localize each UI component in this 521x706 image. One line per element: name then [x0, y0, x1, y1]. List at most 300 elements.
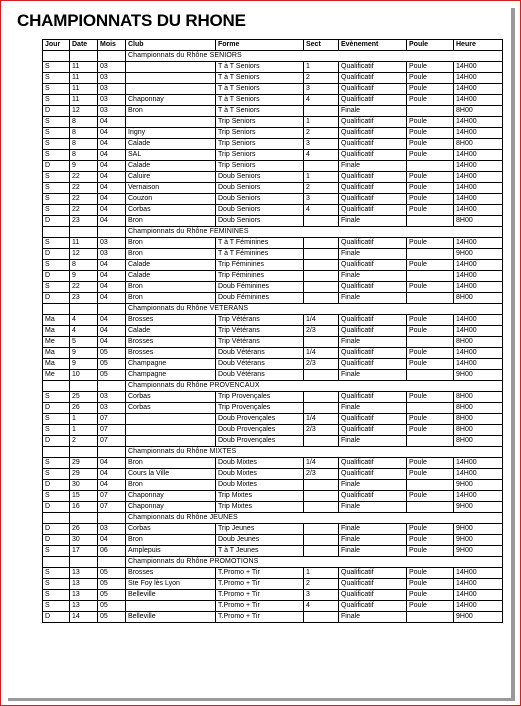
cell-poule: [407, 161, 454, 172]
cell-club: [126, 601, 216, 612]
cell-date: 29: [70, 458, 98, 469]
table-row: [43, 568, 503, 579]
cell-poule: [407, 337, 454, 348]
cell-forme: T à T Féminines: [216, 238, 304, 249]
cell-sect: [304, 216, 339, 227]
cell-poule: [407, 293, 454, 304]
cell-sect: [304, 282, 339, 293]
cell-sect: [304, 370, 339, 381]
table-row: [43, 128, 503, 139]
cell-mois: 05: [98, 612, 126, 623]
cell-forme: T à T Seniors: [216, 84, 304, 95]
table-row: [43, 370, 503, 381]
cell-mois: 07: [98, 502, 126, 513]
section-header-row: [43, 304, 503, 315]
cell-forme: Trip Provençales: [216, 403, 304, 414]
header-evenement: Evènement: [339, 40, 407, 51]
cell-evenement: Finale: [339, 612, 407, 623]
cell-jour: S: [43, 128, 70, 139]
cell-date: 2: [70, 436, 98, 447]
cell-club: Bron: [126, 535, 216, 546]
cell-heure: 14H00: [454, 271, 503, 282]
table-row: [43, 590, 503, 601]
cell-date: 9: [70, 348, 98, 359]
section-spacer-cell: [70, 227, 98, 238]
cell-sect: 2/3: [304, 326, 339, 337]
cell-date: 13: [70, 601, 98, 612]
table-row: [43, 326, 503, 337]
cell-mois: 03: [98, 106, 126, 117]
table-row: [43, 282, 503, 293]
cell-evenement: Qualificatif: [339, 491, 407, 502]
cell-sect: 3: [304, 590, 339, 601]
cell-date: 9: [70, 359, 98, 370]
cell-heure: 8H00: [454, 436, 503, 447]
cell-poule: Poule: [407, 260, 454, 271]
cell-date: 25: [70, 392, 98, 403]
cell-date: 22: [70, 282, 98, 293]
cell-poule: Poule: [407, 238, 454, 249]
cell-mois: 07: [98, 491, 126, 502]
cell-evenement: Finale: [339, 216, 407, 227]
cell-sect: [304, 260, 339, 271]
cell-club: Ste Foy lès Lyon: [126, 579, 216, 590]
table-row: [43, 612, 503, 623]
cell-mois: 05: [98, 601, 126, 612]
cell-sect: 2: [304, 73, 339, 84]
cell-sect: 1/4: [304, 414, 339, 425]
cell-mois: 04: [98, 117, 126, 128]
cell-heure: 14H00: [454, 150, 503, 161]
cell-sect: [304, 238, 339, 249]
cell-mois: 04: [98, 260, 126, 271]
cell-sect: 4: [304, 95, 339, 106]
cell-date: 30: [70, 535, 98, 546]
cell-heure: 14H00: [454, 183, 503, 194]
cell-mois: 05: [98, 348, 126, 359]
cell-heure: 14H00: [454, 172, 503, 183]
cell-sect: [304, 249, 339, 260]
cell-date: 11: [70, 73, 98, 84]
cell-club: [126, 117, 216, 128]
cell-sect: 1: [304, 62, 339, 73]
section-spacer-cell: [43, 381, 70, 392]
cell-date: 5: [70, 337, 98, 348]
table-row: [43, 392, 503, 403]
page-shadow-bottom: [8, 698, 515, 701]
cell-evenement: Qualificatif: [339, 326, 407, 337]
section-title: Championnats du Rhône FEMININES: [126, 227, 503, 238]
page-shadow-right: [511, 8, 515, 700]
cell-evenement: Qualificatif: [339, 348, 407, 359]
cell-heure: 9H00: [454, 370, 503, 381]
cell-forme: Doub Seniors: [216, 216, 304, 227]
cell-mois: 05: [98, 590, 126, 601]
cell-forme: Doub Vétérans: [216, 359, 304, 370]
table-row: [43, 238, 503, 249]
cell-jour: Ma: [43, 326, 70, 337]
cell-jour: S: [43, 117, 70, 128]
cell-jour: D: [43, 161, 70, 172]
cell-club: Irigny: [126, 128, 216, 139]
cell-club: Champagne: [126, 370, 216, 381]
cell-forme: Doub Provençales: [216, 425, 304, 436]
table-row: [43, 359, 503, 370]
cell-poule: [407, 612, 454, 623]
table-row: [43, 249, 503, 260]
cell-mois: 06: [98, 546, 126, 557]
cell-mois: 03: [98, 238, 126, 249]
table-row: [43, 194, 503, 205]
cell-forme: Doub Féminines: [216, 293, 304, 304]
cell-heure: 14H00: [454, 491, 503, 502]
cell-jour: D: [43, 403, 70, 414]
cell-forme: Trip Seniors: [216, 117, 304, 128]
cell-mois: 04: [98, 458, 126, 469]
section-spacer-cell: [43, 51, 70, 62]
cell-jour: D: [43, 293, 70, 304]
cell-date: 8: [70, 117, 98, 128]
cell-poule: Poule: [407, 183, 454, 194]
cell-sect: 2/3: [304, 359, 339, 370]
cell-jour: S: [43, 73, 70, 84]
cell-jour: D: [43, 436, 70, 447]
cell-heure: 14H00: [454, 590, 503, 601]
table-row: [43, 524, 503, 535]
table-row: [43, 293, 503, 304]
cell-heure: 8H00: [454, 337, 503, 348]
cell-club: Corbas: [126, 205, 216, 216]
cell-forme: Trip Vétérans: [216, 326, 304, 337]
table-row: [43, 579, 503, 590]
cell-mois: 04: [98, 128, 126, 139]
cell-heure: 9H00: [454, 535, 503, 546]
cell-heure: 14H00: [454, 315, 503, 326]
cell-heure: 9H00: [454, 612, 503, 623]
cell-heure: 14H00: [454, 62, 503, 73]
cell-club: Cours la Ville: [126, 469, 216, 480]
cell-heure: 14H00: [454, 326, 503, 337]
cell-poule: [407, 271, 454, 282]
cell-mois: 07: [98, 425, 126, 436]
cell-club: Calade: [126, 139, 216, 150]
cell-date: 22: [70, 194, 98, 205]
header-jour: Jour: [43, 40, 70, 51]
cell-sect: [304, 491, 339, 502]
cell-mois: 04: [98, 480, 126, 491]
cell-mois: 04: [98, 293, 126, 304]
cell-club: Corbas: [126, 524, 216, 535]
cell-mois: 03: [98, 392, 126, 403]
cell-date: 13: [70, 579, 98, 590]
cell-club: Calade: [126, 326, 216, 337]
cell-forme: Trip Provençales: [216, 392, 304, 403]
cell-sect: 1/4: [304, 315, 339, 326]
cell-poule: Poule: [407, 128, 454, 139]
cell-forme: Trip Vétérans: [216, 337, 304, 348]
cell-heure: 14H00: [454, 348, 503, 359]
section-spacer-cell: [70, 304, 98, 315]
cell-heure: 14H00: [454, 95, 503, 106]
cell-jour: D: [43, 271, 70, 282]
cell-evenement: Qualificatif: [339, 117, 407, 128]
cell-jour: Me: [43, 370, 70, 381]
table-row: [43, 260, 503, 271]
cell-date: 12: [70, 106, 98, 117]
cell-evenement: Finale: [339, 370, 407, 381]
cell-heure: 8H00: [454, 392, 503, 403]
cell-sect: 4: [304, 150, 339, 161]
cell-heure: 9H00: [454, 524, 503, 535]
cell-date: 15: [70, 491, 98, 502]
cell-club: Chaponnay: [126, 95, 216, 106]
header-heure: Heure: [454, 40, 503, 51]
table-row: [43, 95, 503, 106]
cell-club: Corbas: [126, 392, 216, 403]
cell-forme: T à T Seniors: [216, 95, 304, 106]
cell-jour: S: [43, 546, 70, 557]
cell-mois: 04: [98, 216, 126, 227]
cell-evenement: Finale: [339, 535, 407, 546]
cell-mois: 04: [98, 194, 126, 205]
cell-evenement: Qualificatif: [339, 315, 407, 326]
cell-date: 22: [70, 172, 98, 183]
section-spacer-cell: [98, 447, 126, 458]
cell-poule: Poule: [407, 601, 454, 612]
table-row: [43, 139, 503, 150]
cell-evenement: Finale: [339, 271, 407, 282]
cell-forme: Doub Mixtes: [216, 469, 304, 480]
cell-poule: [407, 436, 454, 447]
section-header-row: [43, 557, 503, 568]
cell-heure: 14H00: [454, 73, 503, 84]
cell-mois: 07: [98, 436, 126, 447]
cell-poule: Poule: [407, 458, 454, 469]
header-date: Date: [70, 40, 98, 51]
table-row: [43, 601, 503, 612]
cell-poule: Poule: [407, 205, 454, 216]
cell-club: Corbas: [126, 403, 216, 414]
cell-heure: 14H00: [454, 359, 503, 370]
cell-poule: Poule: [407, 590, 454, 601]
cell-date: 17: [70, 546, 98, 557]
cell-forme: Doub Seniors: [216, 205, 304, 216]
cell-poule: [407, 216, 454, 227]
cell-jour: S: [43, 205, 70, 216]
cell-club: Couzon: [126, 194, 216, 205]
cell-evenement: Qualificatif: [339, 183, 407, 194]
cell-poule: Poule: [407, 392, 454, 403]
cell-heure: 9H00: [454, 480, 503, 491]
cell-date: 26: [70, 403, 98, 414]
cell-poule: [407, 370, 454, 381]
section-spacer-cell: [70, 513, 98, 524]
table-row: [43, 425, 503, 436]
cell-date: 11: [70, 84, 98, 95]
section-header-row: [43, 227, 503, 238]
table-row: [43, 535, 503, 546]
cell-date: 23: [70, 293, 98, 304]
cell-heure: 9H00: [454, 546, 503, 557]
cell-sect: [304, 502, 339, 513]
cell-evenement: Finale: [339, 293, 407, 304]
cell-club: Bron: [126, 282, 216, 293]
cell-date: 4: [70, 315, 98, 326]
table-row: [43, 73, 503, 84]
cell-evenement: Finale: [339, 546, 407, 557]
cell-sect: 2/3: [304, 469, 339, 480]
cell-jour: S: [43, 95, 70, 106]
cell-sect: [304, 480, 339, 491]
page-title: CHAMPIONNATS DU RHONE: [17, 11, 246, 30]
section-spacer-cell: [98, 227, 126, 238]
cell-jour: Ma: [43, 348, 70, 359]
cell-mois: 03: [98, 95, 126, 106]
cell-evenement: Qualificatif: [339, 128, 407, 139]
cell-club: Bron: [126, 480, 216, 491]
cell-evenement: Qualificatif: [339, 458, 407, 469]
cell-sect: [304, 524, 339, 535]
table-row: [43, 480, 503, 491]
cell-club: Calade: [126, 161, 216, 172]
table-row: [43, 315, 503, 326]
cell-club: Champagne: [126, 359, 216, 370]
cell-heure: 8H00: [454, 216, 503, 227]
cell-evenement: Qualificatif: [339, 579, 407, 590]
cell-evenement: Qualificatif: [339, 590, 407, 601]
cell-poule: Poule: [407, 546, 454, 557]
cell-club: [126, 425, 216, 436]
cell-sect: [304, 271, 339, 282]
cell-jour: D: [43, 216, 70, 227]
cell-sect: [304, 403, 339, 414]
cell-evenement: Qualificatif: [339, 139, 407, 150]
cell-sect: 2: [304, 183, 339, 194]
cell-poule: Poule: [407, 282, 454, 293]
cell-jour: S: [43, 392, 70, 403]
cell-mois: 04: [98, 271, 126, 282]
cell-date: 30: [70, 480, 98, 491]
cell-jour: S: [43, 590, 70, 601]
cell-date: 11: [70, 62, 98, 73]
cell-club: Chaponnay: [126, 502, 216, 513]
section-spacer-cell: [43, 304, 70, 315]
cell-evenement: Finale: [339, 106, 407, 117]
cell-mois: 05: [98, 568, 126, 579]
cell-poule: Poule: [407, 139, 454, 150]
cell-jour: S: [43, 491, 70, 502]
cell-forme: Doub Mixtes: [216, 480, 304, 491]
cell-sect: 2: [304, 579, 339, 590]
cell-mois: 04: [98, 326, 126, 337]
cell-jour: S: [43, 425, 70, 436]
cell-forme: T.Promo + Tir: [216, 590, 304, 601]
section-spacer-cell: [70, 381, 98, 392]
cell-heure: 14H00: [454, 579, 503, 590]
cell-mois: 05: [98, 359, 126, 370]
cell-club: Calade: [126, 271, 216, 282]
cell-evenement: Qualificatif: [339, 205, 407, 216]
cell-forme: Doub Provençales: [216, 414, 304, 425]
cell-evenement: Finale: [339, 249, 407, 260]
section-header-row: [43, 447, 503, 458]
cell-evenement: Qualificatif: [339, 425, 407, 436]
cell-heure: 14H00: [454, 568, 503, 579]
cell-mois: 04: [98, 315, 126, 326]
cell-date: 16: [70, 502, 98, 513]
cell-mois: 04: [98, 535, 126, 546]
cell-date: 8: [70, 128, 98, 139]
section-spacer-cell: [98, 557, 126, 568]
cell-poule: Poule: [407, 315, 454, 326]
cell-heure: 9H00: [454, 502, 503, 513]
cell-club: Bron: [126, 216, 216, 227]
table-row: [43, 106, 503, 117]
cell-date: 13: [70, 568, 98, 579]
cell-evenement: Qualificatif: [339, 238, 407, 249]
cell-heure: 14H00: [454, 238, 503, 249]
cell-heure: 14H00: [454, 282, 503, 293]
cell-jour: S: [43, 62, 70, 73]
cell-jour: D: [43, 502, 70, 513]
cell-forme: T à T Féminines: [216, 249, 304, 260]
cell-club: Vernaison: [126, 183, 216, 194]
cell-sect: 3: [304, 84, 339, 95]
cell-poule: Poule: [407, 62, 454, 73]
cell-date: 22: [70, 205, 98, 216]
table-row: [43, 216, 503, 227]
cell-evenement: Qualificatif: [339, 260, 407, 271]
cell-forme: Doub Provençales: [216, 436, 304, 447]
cell-sect: 1/4: [304, 458, 339, 469]
cell-sect: 2: [304, 128, 339, 139]
cell-heure: 8H00: [454, 414, 503, 425]
cell-club: Caluire: [126, 172, 216, 183]
header-forme: Forme: [216, 40, 304, 51]
cell-forme: Doub Seniors: [216, 183, 304, 194]
cell-club: Bron: [126, 106, 216, 117]
table-row: [43, 161, 503, 172]
cell-forme: Trip Mixtes: [216, 491, 304, 502]
cell-club: Calade: [126, 260, 216, 271]
cell-forme: Doub Féminines: [216, 282, 304, 293]
section-title: Championnats du Rhône JEUNES: [126, 513, 503, 524]
cell-evenement: Qualificatif: [339, 84, 407, 95]
cell-forme: Doub Jeunes: [216, 535, 304, 546]
header-club: Club: [126, 40, 216, 51]
cell-club: SAL: [126, 150, 216, 161]
cell-evenement: Qualificatif: [339, 414, 407, 425]
cell-evenement: Qualificatif: [339, 194, 407, 205]
cell-poule: Poule: [407, 194, 454, 205]
cell-date: 11: [70, 238, 98, 249]
cell-forme: Doub Vétérans: [216, 348, 304, 359]
cell-poule: [407, 249, 454, 260]
cell-club: [126, 84, 216, 95]
cell-poule: Poule: [407, 348, 454, 359]
cell-poule: Poule: [407, 469, 454, 480]
cell-evenement: Finale: [339, 480, 407, 491]
section-spacer-cell: [70, 51, 98, 62]
table-row: [43, 271, 503, 282]
cell-forme: Trip Seniors: [216, 150, 304, 161]
cell-sect: 1: [304, 568, 339, 579]
cell-mois: 03: [98, 73, 126, 84]
cell-evenement: Finale: [339, 337, 407, 348]
section-spacer-cell: [43, 557, 70, 568]
cell-jour: D: [43, 480, 70, 491]
cell-club: [126, 436, 216, 447]
